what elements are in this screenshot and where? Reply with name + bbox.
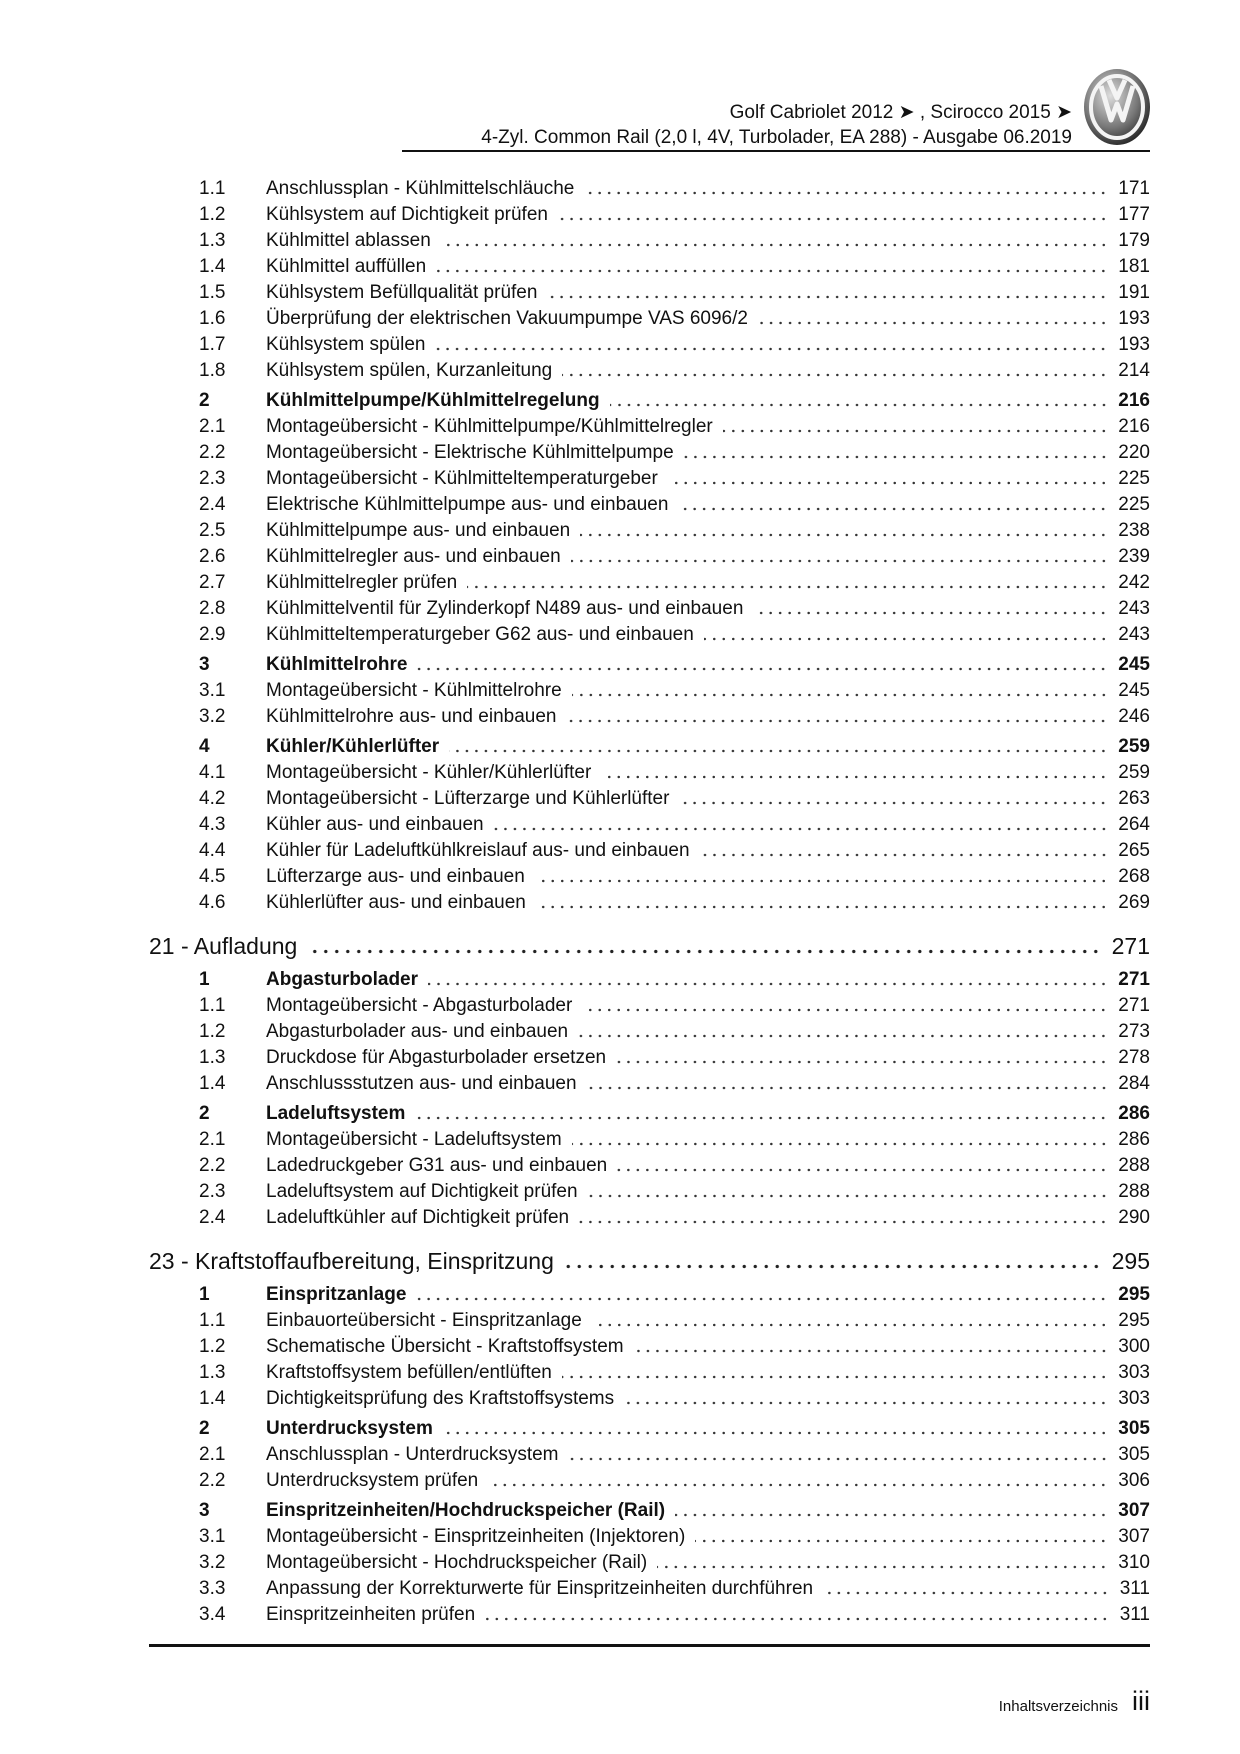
- toc-entry[interactable]: [149, 838, 1150, 864]
- toc-title: Einspritzeinheiten prüfen: [266, 1604, 476, 1625]
- toc-page: 307: [1118, 1526, 1150, 1547]
- toc-entry[interactable]: [149, 1360, 1150, 1386]
- dot-leader: [588, 1194, 1109, 1198]
- toc-entry[interactable]: [149, 890, 1150, 916]
- toc-entry[interactable]: [149, 570, 1150, 596]
- table-of-contents: [149, 176, 1150, 1628]
- toc-section[interactable]: [149, 1498, 1150, 1524]
- toc-entry[interactable]: [149, 993, 1150, 1019]
- toc-title: Lüfterzarge aus- und einbauen: [266, 866, 525, 887]
- toc-section[interactable]: [149, 652, 1150, 678]
- toc-title: Dichtigkeitsprüfung des Kraftstoffsystems: [266, 1388, 615, 1409]
- toc-title: Kühlmittelregler prüfen: [266, 572, 458, 593]
- toc-page: 290: [1118, 1207, 1150, 1228]
- toc-number: 3: [199, 654, 210, 675]
- toc-title: Einbauorteübersicht - Einspritzanlage: [266, 1310, 582, 1331]
- dot-leader: [572, 1142, 1109, 1146]
- toc-number: 1.1: [199, 995, 226, 1016]
- toc-title: Elektrische Kühlmittelpumpe aus- und einbauen: [266, 494, 669, 515]
- toc-title: Montageübersicht - Kühlmitteltemperaturgeber: [266, 468, 658, 489]
- toc-number: 1.2: [199, 204, 226, 225]
- dot-leader: [443, 1431, 1108, 1435]
- toc-number: 1.6: [199, 308, 226, 329]
- toc-number: 4.4: [199, 840, 226, 861]
- toc-page: 225: [1118, 494, 1150, 515]
- header-engine-edition: 4-Zyl. Common Rail (2,0 l, 4V, Turbolader, EA 288) - Ausgabe 06.2019: [481, 127, 1072, 148]
- toc-title: Kühler für Ladeluftkühlkreislauf aus- und einbauen: [266, 840, 690, 861]
- toc-page: 246: [1118, 706, 1150, 727]
- toc-number: 3.1: [199, 1526, 226, 1547]
- dot-leader: [571, 559, 1109, 563]
- dot-leader: [428, 982, 1108, 986]
- toc-number: 1.4: [199, 256, 226, 277]
- toc-entry[interactable]: [149, 466, 1150, 492]
- toc-page: 225: [1118, 468, 1150, 489]
- toc-entry[interactable]: [149, 1127, 1150, 1153]
- toc-chapter[interactable]: [149, 1244, 1150, 1278]
- dot-leader: [679, 801, 1108, 805]
- toc-page: 245: [1118, 680, 1150, 701]
- dot-leader: [494, 827, 1109, 831]
- dot-leader: [753, 611, 1108, 615]
- toc-title: Unterdrucksystem prüfen: [266, 1470, 479, 1491]
- toc-title: Anschlussstutzen aus- und einbauen: [266, 1073, 577, 1094]
- dot-leader: [758, 321, 1108, 325]
- dot-leader: [678, 507, 1108, 511]
- toc-title: Kühlmittelpumpe aus- und einbauen: [266, 520, 571, 541]
- dot-leader: [488, 1483, 1108, 1487]
- dot-leader: [580, 533, 1108, 537]
- toc-entry[interactable]: [149, 1334, 1150, 1360]
- toc-section[interactable]: [149, 1416, 1150, 1442]
- toc-number: 4: [199, 736, 210, 757]
- toc-title: Kühlsystem spülen: [266, 334, 426, 355]
- toc-section[interactable]: [149, 1101, 1150, 1127]
- toc-number: 1.4: [199, 1388, 226, 1409]
- toc-page: 259: [1118, 736, 1150, 757]
- toc-page: 288: [1118, 1155, 1150, 1176]
- page-number: iii: [1132, 1686, 1150, 1716]
- toc-title: Montageübersicht - Einspritzeinheiten (Injektoren): [266, 1526, 686, 1547]
- toc-page: 311: [1119, 1604, 1150, 1625]
- toc-number: 1.3: [199, 1362, 226, 1383]
- toc-entry[interactable]: [149, 544, 1150, 570]
- dot-leader: [441, 243, 1109, 247]
- toc-title: Anschlussplan - Unterdrucksystem: [266, 1444, 559, 1465]
- toc-entry[interactable]: [149, 704, 1150, 730]
- toc-number: 2.2: [199, 1155, 226, 1176]
- toc-number: 2: [199, 390, 210, 411]
- header-divider: [402, 150, 1150, 152]
- toc-entry[interactable]: [149, 1179, 1150, 1205]
- toc-page: 214: [1118, 360, 1150, 381]
- dot-leader: [668, 481, 1108, 485]
- toc-page: 278: [1118, 1047, 1150, 1068]
- toc-title: Montageübersicht - Lüfterzarge und Kühlerlüfter: [266, 788, 670, 809]
- toc-entry[interactable]: [149, 812, 1150, 838]
- toc-title: Montageübersicht - Kühler/Kühlerlüfter: [266, 762, 592, 783]
- toc-entry[interactable]: [149, 440, 1150, 466]
- toc-entry[interactable]: [149, 1153, 1150, 1179]
- toc-entry[interactable]: [149, 1602, 1150, 1628]
- toc-number: 4.5: [199, 866, 226, 887]
- toc-page: 193: [1118, 334, 1150, 355]
- toc-title: Abgasturbolader aus- und einbauen: [266, 1021, 569, 1042]
- dot-leader: [610, 403, 1109, 407]
- toc-entry[interactable]: [149, 864, 1150, 890]
- toc-number: 2.5: [199, 520, 226, 541]
- toc-page: 295: [1111, 1248, 1150, 1274]
- toc-page: 171: [1118, 178, 1150, 199]
- toc-title: Kühlmittelrohre: [266, 654, 408, 675]
- toc-page: 271: [1111, 933, 1150, 959]
- toc-page: 271: [1118, 995, 1150, 1016]
- toc-page: 220: [1118, 442, 1150, 463]
- toc-number: 1.2: [199, 1336, 226, 1357]
- toc-chapter[interactable]: [149, 929, 1150, 963]
- toc-page: 311: [1119, 1578, 1150, 1599]
- toc-title: Druckdose für Abgasturbolader ersetzen: [266, 1047, 607, 1068]
- toc-page: 295: [1118, 1284, 1150, 1305]
- toc-title: Kraftstoffsystem befüllen/entlüften: [266, 1362, 552, 1383]
- toc-number: 2.3: [199, 468, 226, 489]
- toc-page: 193: [1118, 308, 1150, 329]
- toc-entry[interactable]: [149, 1550, 1150, 1576]
- toc-page: 177: [1118, 204, 1150, 225]
- toc-entry[interactable]: [149, 1524, 1150, 1550]
- dot-leader: [564, 1264, 1102, 1269]
- toc-page: 310: [1118, 1552, 1150, 1573]
- toc-entry[interactable]: [149, 176, 1150, 202]
- toc-title: Kühlmittelrohre aus- und einbauen: [266, 706, 557, 727]
- toc-entry[interactable]: [149, 1442, 1150, 1468]
- dot-leader: [675, 1513, 1108, 1517]
- toc-entry[interactable]: [149, 414, 1150, 440]
- dot-leader: [417, 667, 1108, 671]
- toc-page: 263: [1118, 788, 1150, 809]
- toc-title: Überprüfung der elektrischen Vakuumpumpe VAS 6096/2: [266, 308, 748, 329]
- dot-leader: [572, 693, 1109, 697]
- dot-leader: [823, 1591, 1110, 1595]
- toc-title: Abgasturbolader: [266, 969, 419, 990]
- dot-leader: [558, 217, 1108, 221]
- toc-page: 216: [1118, 390, 1150, 411]
- toc-entry[interactable]: [149, 596, 1150, 622]
- toc-page: 181: [1118, 256, 1150, 277]
- toc-number: 1.1: [199, 1310, 226, 1331]
- dot-leader: [723, 429, 1109, 433]
- toc-page: 271: [1118, 969, 1150, 990]
- dot-leader: [535, 879, 1108, 883]
- toc-section[interactable]: [149, 734, 1150, 760]
- toc-number: 2.3: [199, 1181, 226, 1202]
- dot-leader: [584, 191, 1108, 195]
- dot-leader: [624, 1401, 1108, 1405]
- toc-title: Montageübersicht - Hochdruckspeicher (Rail): [266, 1552, 648, 1573]
- toc-title: Kühlsystem Befüllqualität prüfen: [266, 282, 538, 303]
- dot-leader: [695, 1539, 1108, 1543]
- toc-title: Kühlmittel auffüllen: [266, 256, 427, 277]
- toc-number: 2.2: [199, 442, 226, 463]
- toc-number: 4.2: [199, 788, 226, 809]
- toc-title: Einspritzanlage: [266, 1284, 407, 1305]
- dot-leader: [616, 1060, 1108, 1064]
- toc-number: 2.2: [199, 1470, 226, 1491]
- toc-entry[interactable]: [149, 760, 1150, 786]
- toc-entry[interactable]: [149, 786, 1150, 812]
- dot-leader: [547, 295, 1108, 299]
- dot-leader: [601, 775, 1108, 779]
- dot-leader: [467, 585, 1108, 589]
- toc-page: 179: [1118, 230, 1150, 251]
- footer-label: Inhaltsverzeichnis: [998, 1698, 1118, 1715]
- toc-number: 1.2: [199, 1021, 226, 1042]
- toc-entry[interactable]: [149, 202, 1150, 228]
- toc-number: 4.3: [199, 814, 226, 835]
- toc-entry[interactable]: [149, 332, 1150, 358]
- dot-leader: [416, 1297, 1108, 1301]
- toc-section[interactable]: [149, 967, 1150, 993]
- toc-title: Einspritzeinheiten/Hochdruckspeicher (Rail): [266, 1500, 666, 1521]
- toc-title: Montageübersicht - Kühlmittelpumpe/Kühlmittelregler: [266, 416, 713, 437]
- toc-title: Kühlsystem auf Dichtigkeit prüfen: [266, 204, 548, 225]
- dot-leader: [578, 1034, 1108, 1038]
- toc-title: Montageübersicht - Kühlmittelrohre: [266, 680, 562, 701]
- toc-number: 3.3: [199, 1578, 226, 1599]
- toc-title: Montageübersicht - Abgasturbolader: [266, 995, 573, 1016]
- toc-page: 303: [1118, 1362, 1150, 1383]
- vw-logo-icon: [1083, 68, 1151, 146]
- toc-number: 1.4: [199, 1073, 226, 1094]
- toc-page: 216: [1118, 416, 1150, 437]
- toc-entry[interactable]: [149, 358, 1150, 384]
- toc-entry[interactable]: [149, 622, 1150, 648]
- toc-title: 21 - Aufladung: [149, 933, 298, 959]
- toc-entry[interactable]: [149, 1576, 1150, 1602]
- toc-number: 2.6: [199, 546, 226, 567]
- toc-title: Kühlerlüfter aus- und einbauen: [266, 892, 526, 913]
- dot-leader: [587, 1086, 1109, 1090]
- toc-page: 265: [1118, 840, 1150, 861]
- page-footer: [999, 1688, 1150, 1715]
- toc-entry[interactable]: [149, 280, 1150, 306]
- dot-leader: [435, 347, 1108, 351]
- document-header: [481, 100, 1072, 150]
- toc-page: 264: [1118, 814, 1150, 835]
- dot-leader: [566, 719, 1108, 723]
- toc-page: 305: [1118, 1418, 1150, 1439]
- dot-leader: [657, 1565, 1108, 1569]
- toc-number: 3: [199, 1500, 210, 1521]
- toc-title: Kühlmittelventil für Zylinderkopf N489 aus- und einbauen: [266, 598, 744, 619]
- toc-number: 4.6: [199, 892, 226, 913]
- toc-entry[interactable]: [149, 306, 1150, 332]
- toc-page: 243: [1118, 624, 1150, 645]
- footer-divider: [149, 1644, 1150, 1647]
- toc-entry[interactable]: [149, 1386, 1150, 1412]
- toc-number: 1.3: [199, 1047, 226, 1068]
- dot-leader: [307, 949, 1101, 954]
- toc-title: Ladeluftkühler auf Dichtigkeit prüfen: [266, 1207, 570, 1228]
- toc-number: 2.8: [199, 598, 226, 619]
- toc-title: Kühler/Kühlerlüfter: [266, 736, 440, 757]
- toc-title: Ladeluftsystem: [266, 1103, 406, 1124]
- dot-leader: [684, 455, 1109, 459]
- toc-page: 239: [1118, 546, 1150, 567]
- toc-title: Kühlsystem spülen, Kurzanleitung: [266, 360, 553, 381]
- toc-number: 4.1: [199, 762, 226, 783]
- toc-title: Ladeluftsystem auf Dichtigkeit prüfen: [266, 1181, 578, 1202]
- toc-page: 305: [1118, 1444, 1150, 1465]
- dot-leader: [582, 1008, 1108, 1012]
- toc-number: 2.9: [199, 624, 226, 645]
- toc-page: 288: [1118, 1181, 1150, 1202]
- toc-page: 242: [1118, 572, 1150, 593]
- toc-entry[interactable]: [149, 1308, 1150, 1334]
- toc-page: 191: [1118, 282, 1150, 303]
- toc-entry[interactable]: [149, 1205, 1150, 1231]
- toc-number: 1.3: [199, 230, 226, 251]
- toc-entry[interactable]: [149, 678, 1150, 704]
- toc-title: Anpassung der Korrekturwerte für Einspritzeinheiten durchführen: [266, 1578, 814, 1599]
- toc-page: 303: [1118, 1388, 1150, 1409]
- dot-leader: [592, 1323, 1109, 1327]
- toc-number: 2: [199, 1418, 210, 1439]
- toc-page: 286: [1118, 1129, 1150, 1150]
- toc-entry[interactable]: [149, 1019, 1150, 1045]
- toc-number: 2.4: [199, 494, 226, 515]
- toc-number: 3.4: [199, 1604, 226, 1625]
- toc-page: 259: [1118, 762, 1150, 783]
- toc-page: 243: [1118, 598, 1150, 619]
- dot-leader: [579, 1220, 1108, 1224]
- toc-title: Montageübersicht - Ladeluftsystem: [266, 1129, 562, 1150]
- toc-entry[interactable]: [149, 228, 1150, 254]
- dot-leader: [536, 905, 1108, 909]
- dot-leader: [449, 749, 1108, 753]
- toc-page: 269: [1118, 892, 1150, 913]
- toc-title: Ladedruckgeber G31 aus- und einbauen: [266, 1155, 608, 1176]
- toc-page: 307: [1118, 1500, 1150, 1521]
- toc-entry[interactable]: [149, 492, 1150, 518]
- toc-number: 2.1: [199, 1444, 226, 1465]
- toc-entry[interactable]: [149, 254, 1150, 280]
- toc-title: Kühlmittelregler aus- und einbauen: [266, 546, 561, 567]
- toc-number: 2.7: [199, 572, 226, 593]
- toc-entry[interactable]: [149, 1045, 1150, 1071]
- toc-title: Unterdrucksystem: [266, 1418, 433, 1439]
- toc-number: 1: [199, 1284, 210, 1305]
- toc-section[interactable]: [149, 388, 1150, 414]
- toc-entry[interactable]: [149, 518, 1150, 544]
- toc-page: 238: [1118, 520, 1150, 541]
- toc-title: 23 - Kraftstoffaufbereitung, Einspritzung: [149, 1248, 554, 1274]
- toc-number: 3.1: [199, 680, 226, 701]
- toc-page: 284: [1118, 1073, 1150, 1094]
- dot-leader: [436, 269, 1108, 273]
- toc-page: 273: [1118, 1021, 1150, 1042]
- toc-title: Kühlmittel ablassen: [266, 230, 431, 251]
- toc-title: Montageübersicht - Elektrische Kühlmittelpumpe: [266, 442, 674, 463]
- toc-title: Kühlmitteltemperaturgeber G62 aus- und einbauen: [266, 624, 694, 645]
- dot-leader: [634, 1349, 1109, 1353]
- toc-number: 3.2: [199, 706, 226, 727]
- toc-page: 286: [1118, 1103, 1150, 1124]
- toc-number: 2.1: [199, 1129, 226, 1150]
- dot-leader: [700, 853, 1109, 857]
- toc-number: 3.2: [199, 1552, 226, 1573]
- toc-section[interactable]: [149, 1282, 1150, 1308]
- dot-leader: [704, 637, 1109, 641]
- dot-leader: [415, 1116, 1108, 1120]
- toc-number: 1.5: [199, 282, 226, 303]
- toc-page: 300: [1118, 1336, 1150, 1357]
- toc-entry[interactable]: [149, 1468, 1150, 1494]
- toc-page: 306: [1118, 1470, 1150, 1491]
- toc-title: Schematische Übersicht - Kraftstoffsystem: [266, 1336, 624, 1357]
- toc-number: 1: [199, 969, 210, 990]
- toc-title: Anschlussplan - Kühlmittelschläuche: [266, 178, 575, 199]
- dot-leader: [617, 1168, 1108, 1172]
- dot-leader: [485, 1617, 1110, 1621]
- dot-leader: [562, 1375, 1108, 1379]
- toc-number: 2.4: [199, 1207, 226, 1228]
- toc-page: 268: [1118, 866, 1150, 887]
- toc-page: 295: [1118, 1310, 1150, 1331]
- toc-number: 1.7: [199, 334, 226, 355]
- toc-number: 1.8: [199, 360, 226, 381]
- toc-number: 2.1: [199, 416, 226, 437]
- toc-title: Kühlmittelpumpe/Kühlmittelregelung: [266, 390, 600, 411]
- toc-entry[interactable]: [149, 1071, 1150, 1097]
- toc-number: 2: [199, 1103, 210, 1124]
- header-models: Golf Cabriolet 2012 ➤ , Scirocco 2015 ➤: [729, 102, 1072, 123]
- dot-leader: [562, 373, 1108, 377]
- toc-number: 1.1: [199, 178, 226, 199]
- toc-page: 245: [1118, 654, 1150, 675]
- dot-leader: [569, 1457, 1109, 1461]
- toc-title: Kühler aus- und einbauen: [266, 814, 484, 835]
